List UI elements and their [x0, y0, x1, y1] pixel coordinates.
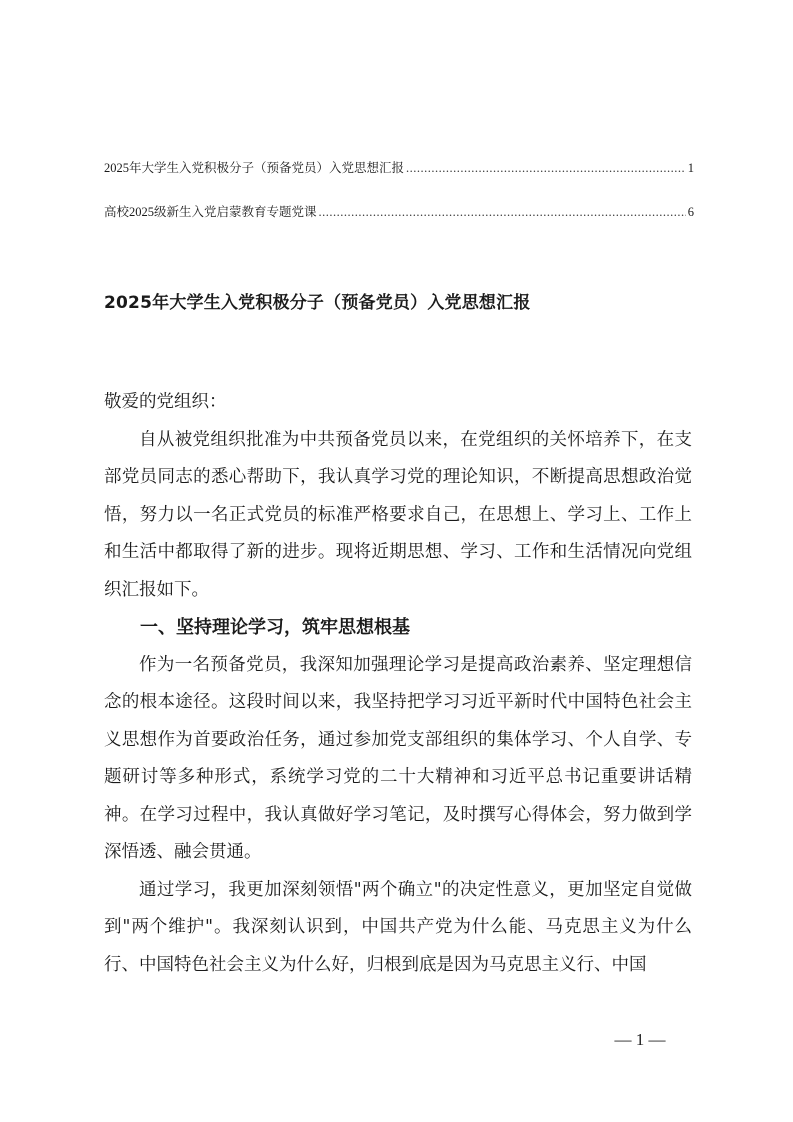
salutation: 敬爱的党组织： — [104, 392, 227, 412]
toc-dot-leader — [406, 158, 686, 178]
toc-dot-leader — [319, 202, 686, 222]
body-paragraph: 自从被党组织批准为中共预备党员以来，在党组织的关怀培养下，在支部党员同志的悉心帮助下，我认真学习党的理论知识，不断提高思想政治觉悟，努力以一名正式党员的标准严格要求自己，在思想上、学习上、工作上和生活中都取得了新的进步。现将近期思想、学习、工作和生活情况向党组织汇报如下。 — [104, 429, 692, 600]
document-title: 2025年大学生入党积极分子（预备党员）入党思想汇报 — [104, 293, 531, 313]
page-number: — 1 — — [614, 1030, 666, 1049]
document-body — [104, 384, 692, 984]
toc-entry-page: 6 — [687, 205, 694, 219]
toc-entry-title: 高校2025级新生入党启蒙教育专题党课 — [104, 205, 317, 219]
toc-entry[interactable] — [104, 202, 694, 222]
toc-entry-page: 1 — [687, 161, 694, 175]
table-of-contents — [104, 158, 694, 222]
body-paragraph: 通过学习，我更加深刻领悟"两个确立"的决定性意义，更加坚定自觉做到"两个维护"。我深刻认识到，中国共产党为什么能、马克思主义为什么行、中国特色社会主义为什么好，归根到底是因为马克思主义行、中国 — [104, 879, 692, 975]
toc-entry-title: 2025年大学生入党积极分子（预备党员）入党思想汇报 — [104, 161, 405, 175]
section-heading: 一、坚持理论学习，筑牢思想根基 — [140, 617, 410, 638]
toc-entry[interactable] — [104, 158, 694, 178]
body-paragraph: 作为一名预备党员，我深知加强理论学习是提高政治素养、坚定理想信念的根本途径。这段时间以来，我坚持把学习习近平新时代中国特色社会主义思想作为首要政治任务，通过参加党支部组织的集体学习、个人自学、专题研讨等多种形式，系统学习党的二十大精神和习近平总书记重要讲话精神。在学习过程中，我认真做好学习笔记，及时撰写心得体会，努力做到学深悟透、融会贯通。 — [104, 654, 692, 862]
